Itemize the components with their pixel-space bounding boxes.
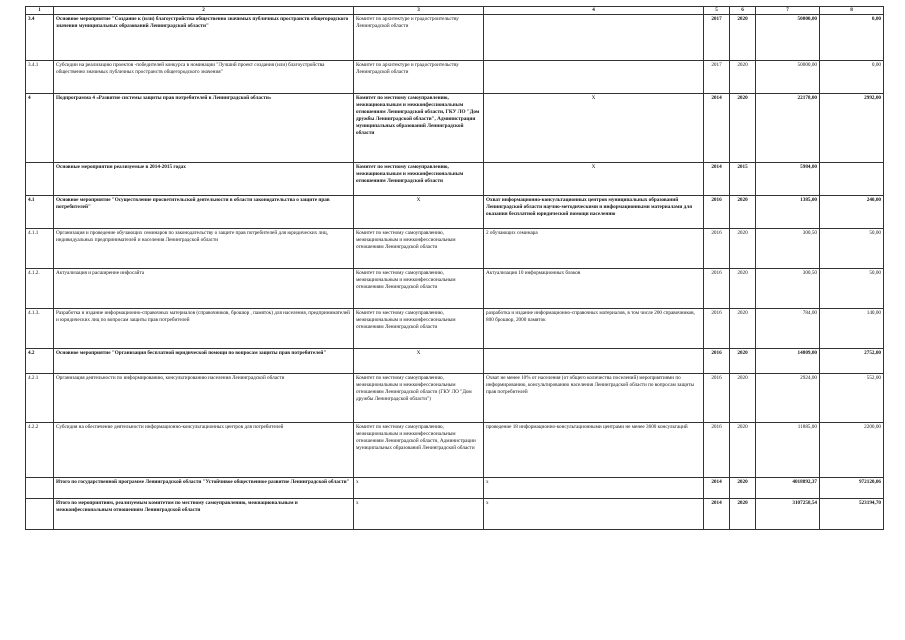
end-year-cell: 2020 bbox=[730, 499, 756, 530]
table-row bbox=[26, 269, 884, 309]
executor-cell: Комитет по местному самоуправлению, межнациональным и межконфессиональным отношениям Ленинградской области (ГКУ ЛО "Дом дружбы Ленинградской области") bbox=[354, 374, 484, 423]
activity-name-cell: Основные мероприятия реализуемые в 2014-2015 годах bbox=[54, 163, 354, 196]
start-year-cell: 2014 bbox=[704, 499, 730, 530]
table-row bbox=[26, 423, 884, 478]
result-cell: X bbox=[484, 163, 704, 196]
table-row bbox=[26, 309, 884, 349]
executor-cell: Комитет по местному самоуправлению, межнациональным и межконфессиональным отношениям Ленинградской области bbox=[354, 163, 484, 196]
end-year-cell: 2020 bbox=[730, 229, 756, 269]
regional-funding-cell: 0,00 bbox=[820, 61, 884, 94]
regional-funding-cell: 0,00 bbox=[820, 15, 884, 61]
table-row bbox=[26, 61, 884, 94]
start-year-cell: 2016 bbox=[704, 423, 730, 478]
activity-name-cell: Основное мероприятие "Создание к (или) благоустройства общественно значимых публичных пространств общегородского значения муниципальных образований Ленинградской области" bbox=[54, 15, 354, 61]
activity-name-cell: Субсидии на реализацию проектов -победителей конкурса в номинации "Лучший проект создания (или) благоустройства общественно значимых публичных пространств общегородского значения" bbox=[54, 61, 354, 94]
result-cell bbox=[484, 15, 704, 61]
row-number-cell: 4.2.2 bbox=[26, 423, 54, 478]
activity-name-cell: Субсидия на обеспечение деятельности информационно-консультационных центров для потребителей bbox=[54, 423, 354, 478]
end-year-cell: 2020 bbox=[730, 94, 756, 163]
activity-name-cell: Итого по мероприятиям, реализуемым комитетом по местному самоуправлению, межнациональным и межконфессиональным отношениям Ленинградской области bbox=[54, 499, 354, 530]
executor-cell: x bbox=[354, 478, 484, 499]
activity-name-cell: Итого по государственной программе Ленинградской области "Устойчивое общественное развитие Ленинградской области" bbox=[54, 478, 354, 499]
row-number-cell: 4.1.2. bbox=[26, 269, 54, 309]
executor-cell: Комитет по местному самоуправлению, межнациональным и межконфессиональным отношениям Ленинградской области, Администрации муниципальных образований Ленинградской области bbox=[354, 423, 484, 478]
total-funding-cell: 14809,00 bbox=[756, 349, 820, 374]
executor-cell: Комитет по архитектуре и градостроительству Ленинградской области bbox=[354, 15, 484, 61]
activity-name-cell: Основное мероприятие "Осуществление просветительской деятельности в области законодательства о защите прав потребителей" bbox=[54, 196, 354, 229]
table-row bbox=[26, 374, 884, 423]
end-year-cell: 2020 bbox=[730, 196, 756, 229]
start-year-cell: 2014 bbox=[704, 94, 730, 163]
activity-name-cell: Организация и проведение обучающих семинаров по законодательству о защите прав потребителей для юридических лиц, индивидуальных предпринимателей и населения Ленинградской области bbox=[54, 229, 354, 269]
result-cell: Охват информационно-консультационных центров муниципальных образований Ленинградской области научно-методическими и информационными материалами для оказания бесплатной юридической помощи населению bbox=[484, 196, 704, 229]
executor-cell: Комитет по местному самоуправлению, межнациональным и межконфессиональным отношениям Ленинградской области bbox=[354, 269, 484, 309]
start-year-cell: 2014 bbox=[704, 478, 730, 499]
table-row bbox=[26, 94, 884, 163]
total-funding-cell: 5984,00 bbox=[756, 163, 820, 196]
col-number: 3 bbox=[354, 7, 484, 15]
result-cell: Актуализация 10 информационных блоков bbox=[484, 269, 704, 309]
activity-name-cell: Подпрограмма 4 «Развитие системы защиты прав потребителей в Ленинградской области» bbox=[54, 94, 354, 163]
executor-cell: Комитет по архитектуре и градостроительству Ленинградской области bbox=[354, 61, 484, 94]
executor-cell: X bbox=[354, 196, 484, 229]
executor-cell: Комитет по местному самоуправлению, межнациональным и межконфессиональным отношениям Ленинградской области bbox=[354, 229, 484, 269]
total-funding-cell: 300,50 bbox=[756, 269, 820, 309]
start-year-cell: 2016 bbox=[704, 374, 730, 423]
program-table bbox=[25, 6, 884, 530]
total-funding-cell: 11885,00 bbox=[756, 423, 820, 478]
start-year-cell: 2016 bbox=[704, 269, 730, 309]
result-cell bbox=[484, 61, 704, 94]
regional-funding-cell: 523194,70 bbox=[820, 499, 884, 530]
regional-funding-cell bbox=[820, 163, 884, 196]
executor-cell: X bbox=[354, 349, 484, 374]
executor-cell: Комитет по местному самоуправлению, межнациональным и межконфессиональным отношениям Ленинградской области, ГКУ ЛО "Дом дружбы Ленинградской области", Администрации муниципальных образований Ленинградской области bbox=[354, 94, 484, 163]
row-number-cell: 4.1 bbox=[26, 196, 54, 229]
row-number-cell bbox=[26, 499, 54, 530]
end-year-cell: 2020 bbox=[730, 349, 756, 374]
end-year-cell: 2020 bbox=[730, 269, 756, 309]
end-year-cell: 2020 bbox=[730, 61, 756, 94]
start-year-cell: 2016 bbox=[704, 196, 730, 229]
row-number-cell: 4.2 bbox=[26, 349, 54, 374]
row-number-cell: 4.1.3. bbox=[26, 309, 54, 349]
col-number: 4 bbox=[484, 7, 704, 15]
row-number-cell: 4.1.1 bbox=[26, 229, 54, 269]
start-year-cell: 2016 bbox=[704, 229, 730, 269]
start-year-cell: 2014 bbox=[704, 163, 730, 196]
result-cell: Охват не менее 10% от населения (от общего количества поселений) мероприятиями по информированию, консультированию населения Ленинградской области по вопросам защиты прав потребителей bbox=[484, 374, 704, 423]
row-number-cell bbox=[26, 163, 54, 196]
table-row bbox=[26, 478, 884, 499]
table-row bbox=[26, 163, 884, 196]
activity-name-cell: Организация деятельности по информированию, консультированию населения Ленинградской области bbox=[54, 374, 354, 423]
col-number: 1 bbox=[26, 7, 54, 15]
row-number-cell: 3.4 bbox=[26, 15, 54, 61]
table-row bbox=[26, 196, 884, 229]
regional-funding-cell: 50,00 bbox=[820, 229, 884, 269]
result-cell: X bbox=[484, 94, 704, 163]
total-funding-cell: 50000,00 bbox=[756, 15, 820, 61]
row-number-cell: 3.4.1 bbox=[26, 61, 54, 94]
regional-funding-cell: 552,00 bbox=[820, 374, 884, 423]
result-cell: проведение 18 информационно-консультационными центрами не менее 3600 консультаций bbox=[484, 423, 704, 478]
activity-name-cell: Разработка и издание информационно-справочных материалов (справочников, брошюр , памяток) для населения, предпринимателей и юридических лиц по вопросам защиты прав потребителей bbox=[54, 309, 354, 349]
row-number-cell: 4 bbox=[26, 94, 54, 163]
row-number-cell: 4.2.1 bbox=[26, 374, 54, 423]
regional-funding-cell: 2992,00 bbox=[820, 94, 884, 163]
end-year-cell: 2020 bbox=[730, 374, 756, 423]
total-funding-cell: 784,00 bbox=[756, 309, 820, 349]
result-cell: x bbox=[484, 478, 704, 499]
total-funding-cell: 2924,00 bbox=[756, 374, 820, 423]
start-year-cell: 2016 bbox=[704, 349, 730, 374]
regional-funding-cell: 240,00 bbox=[820, 196, 884, 229]
executor-cell: x bbox=[354, 499, 484, 530]
total-funding-cell: 1385,00 bbox=[756, 196, 820, 229]
regional-funding-cell: 972120,06 bbox=[820, 478, 884, 499]
regional-funding-cell: 2752,00 bbox=[820, 349, 884, 374]
total-funding-cell: 22178,00 bbox=[756, 94, 820, 163]
table-row bbox=[26, 499, 884, 530]
start-year-cell: 2017 bbox=[704, 61, 730, 94]
result-cell bbox=[484, 349, 704, 374]
total-funding-cell: 300,50 bbox=[756, 229, 820, 269]
end-year-cell: 2020 bbox=[730, 423, 756, 478]
total-funding-cell: 3107258,54 bbox=[756, 499, 820, 530]
col-number: 8 bbox=[820, 7, 884, 15]
activity-name-cell: Основное мероприятие "Организация бесплатной юридической помощи по вопросам защиты прав потребителей" bbox=[54, 349, 354, 374]
total-funding-cell: 4018892,37 bbox=[756, 478, 820, 499]
executor-cell: Комитет по местному самоуправлению, межнациональным и межконфессиональным отношениям Ленинградской области bbox=[354, 309, 484, 349]
activity-name-cell: Актуализация и расширение инфосайта bbox=[54, 269, 354, 309]
start-year-cell: 2016 bbox=[704, 309, 730, 349]
end-year-cell: 2020 bbox=[730, 478, 756, 499]
table-row bbox=[26, 15, 884, 61]
col-number: 6 bbox=[730, 7, 756, 15]
col-number: 5 bbox=[704, 7, 730, 15]
regional-funding-cell: 2200,00 bbox=[820, 423, 884, 478]
start-year-cell: 2017 bbox=[704, 15, 730, 61]
total-funding-cell: 50000,00 bbox=[756, 61, 820, 94]
result-cell: x bbox=[484, 499, 704, 530]
end-year-cell: 2020 bbox=[730, 15, 756, 61]
end-year-cell: 2020 bbox=[730, 309, 756, 349]
col-number: 7 bbox=[756, 7, 820, 15]
result-cell: 2 обучающих семинара bbox=[484, 229, 704, 269]
row-number-cell bbox=[26, 478, 54, 499]
regional-funding-cell: 140,00 bbox=[820, 309, 884, 349]
regional-funding-cell: 50,00 bbox=[820, 269, 884, 309]
table-row bbox=[26, 229, 884, 269]
col-number: 2 bbox=[54, 7, 354, 15]
result-cell: разработка и издание информационно-справочных материалов, в том числе 200 справочников, 800 брошюр, 2000 памяток bbox=[484, 309, 704, 349]
end-year-cell: 2015 bbox=[730, 163, 756, 196]
column-number-row bbox=[26, 7, 884, 15]
table-row bbox=[26, 349, 884, 374]
